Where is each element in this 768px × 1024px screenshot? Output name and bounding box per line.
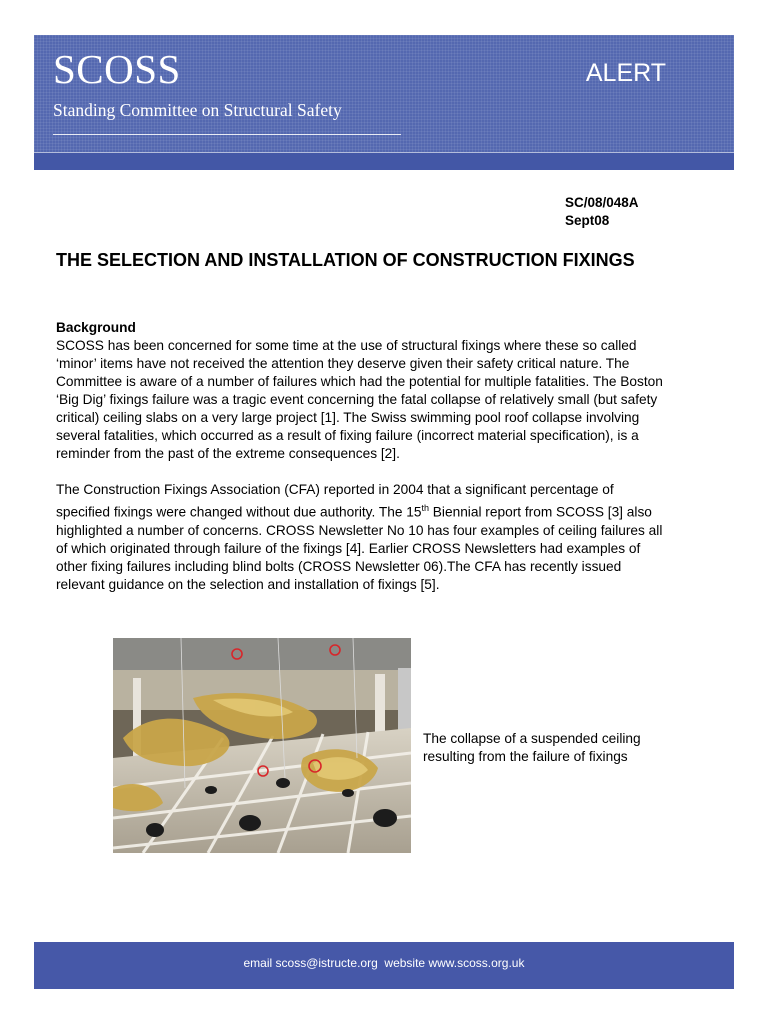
header-band <box>34 152 734 170</box>
footer-email-link[interactable]: scoss@istructe.org <box>275 956 378 970</box>
paragraph-1: SCOSS has been concerned for some time at the use of structural fixings where these so called ‘minor’ items have not received the attention they deserve given their safety critical nature. The Committee is aware of a number of failures which had the potential for multiple fatalities. The Boston ‘Big Dig’ fixings failure was a tragic event concerning the fatal collapse of relatively small (but safety critical) ceiling slabs on a very large project [1]. The Swiss swimming pool roof collapse involving several fatalities, which occurred as a result of fixing failure (incorrect material specification), is a reminder from the past of the extreme consequences [2]. <box>56 338 663 461</box>
paragraph-2-part-2: Biennial report from SCOSS [3] also highlighted a number of concerns. CROSS Newsletter No 10 has four examples of ceiling failures all of which originated through failure of the fixings [4]. Earlier CROSS Newsletters had examples of other fixing failures including blind bolts (CROSS Newsletter 06).The CFA has recently issued relevant guidance on the selection and installation of fixings [5]. <box>56 504 663 592</box>
header-banner <box>34 35 734 170</box>
paragraph-2-part-1: The Construction Fixings Association (CFA) reported in 2004 that a significant percentage of specified fixings were changed without due authority. The 15 <box>56 482 614 520</box>
reference-date: Sept08 <box>565 213 610 228</box>
subtitle-underline <box>53 134 401 135</box>
page-title: THE SELECTION AND INSTALLATION OF CONSTRUCTION FIXINGS <box>56 250 635 270</box>
alert-label: ALERT <box>585 59 666 87</box>
footer-website-link[interactable]: www.scoss.org.uk <box>428 956 525 970</box>
brand-logo-text: SCOSS <box>53 46 181 92</box>
paragraph-2 <box>56 481 666 594</box>
committee-subtitle: Standing Committee on Structural Safety <box>53 100 342 120</box>
section-heading: Background <box>56 320 136 335</box>
body-content <box>56 319 666 594</box>
figure-caption: The collapse of a suspended ceiling resulting from the failure of fixings <box>423 731 641 764</box>
ordinal-suffix: th <box>421 503 429 513</box>
reference-code: SC/08/048A <box>565 195 639 210</box>
reference-block <box>565 194 639 230</box>
ceiling-collapse-photo <box>113 638 411 853</box>
footer-bar <box>34 942 734 989</box>
footer-email-label: email <box>243 956 273 970</box>
footer-website-label: website <box>384 956 426 970</box>
